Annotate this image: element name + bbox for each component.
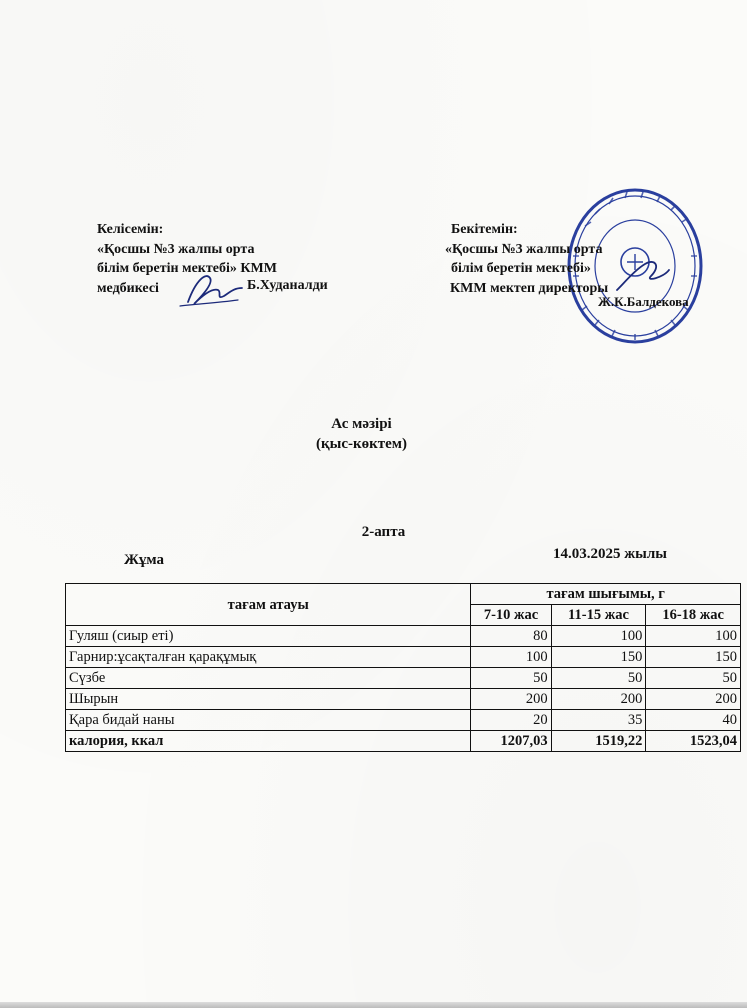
portion-output-header: тағам шығымы, г (471, 584, 741, 605)
portion-value: 150 (551, 647, 646, 668)
date-label: 14.03.2025 жылы (553, 546, 667, 562)
table-row (66, 689, 741, 710)
calorie-label: калория, ккал (66, 731, 471, 752)
table-row (66, 668, 741, 689)
portion-value: 20 (471, 710, 551, 731)
agreement-org-line-1: «Қосшы №3 жалпы орта (97, 241, 255, 257)
portion-value: 200 (471, 689, 551, 710)
approval-org-line-1: «Қосшы №3 жалпы орта (445, 241, 603, 257)
age-group-header: 16-18 жас (646, 605, 741, 626)
dish-name: Гарнир:ұсақталған қарақұмық (66, 647, 471, 668)
calorie-value: 1523,04 (646, 731, 741, 752)
portion-value: 80 (471, 626, 551, 647)
portion-value: 50 (646, 668, 741, 689)
portion-value: 150 (646, 647, 741, 668)
table-row (66, 647, 741, 668)
week-label: 2-апта (361, 524, 406, 540)
portion-value: 40 (646, 710, 741, 731)
menu-title: Ас мәзірі (331, 416, 392, 432)
age-group-header: 11-15 жас (551, 605, 646, 626)
portion-value: 100 (646, 626, 741, 647)
calorie-total-row (66, 731, 741, 752)
portion-value: 50 (551, 668, 646, 689)
agreement-heading: Келісемін: (97, 222, 164, 237)
agreement-org-line-2: білім беретін мектебі» КММ (97, 261, 277, 276)
dish-name: Гуляш (сиыр еті) (66, 626, 471, 647)
portion-value: 100 (471, 647, 551, 668)
director-name: Ж.К.Балдекова (598, 294, 689, 309)
table-row (66, 710, 741, 731)
portion-value: 35 (551, 710, 646, 731)
approval-position: КММ мектеп директоры (450, 280, 609, 296)
agreement-position: медбикесі (97, 280, 159, 296)
portion-value: 200 (646, 689, 741, 710)
portion-value: 50 (471, 668, 551, 689)
nurse-name: Б.Худаналди (247, 278, 328, 293)
approval-block (445, 220, 608, 298)
season-subtitle: (қыс-көктем) (315, 436, 408, 452)
dish-name: Сүзбе (66, 668, 471, 689)
calorie-value: 1519,22 (551, 731, 646, 752)
portion-value: 100 (551, 626, 646, 647)
dish-name: Шырын (66, 689, 471, 710)
menu-table (65, 583, 741, 752)
calorie-value: 1207,03 (471, 731, 551, 752)
dish-name-header: тағам атауы (66, 584, 471, 626)
day-label: Жұма (124, 552, 164, 568)
page-edge (0, 1002, 747, 1008)
table-header-row (66, 584, 741, 605)
age-group-header: 7-10 жас (471, 605, 551, 626)
portion-value: 200 (551, 689, 646, 710)
nurse-signature (176, 270, 246, 310)
approval-heading: Бекітемін: (451, 222, 518, 237)
dish-name: Қара бидай наны (66, 710, 471, 731)
approval-org-line-2: білім беретін мектебі» (451, 261, 591, 276)
table-row (66, 626, 741, 647)
